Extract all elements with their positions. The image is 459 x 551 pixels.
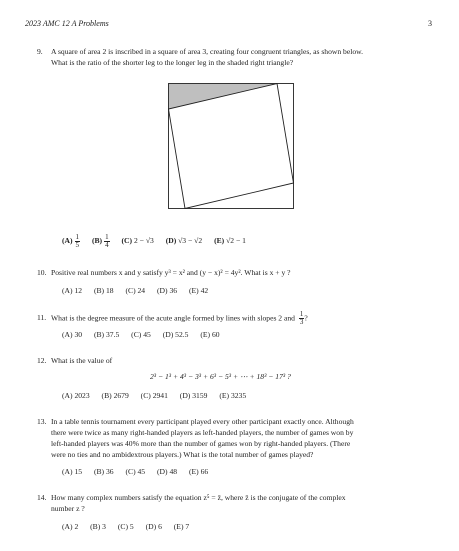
question-12: [37, 355, 112, 366]
option-d[interactable]: (D) 36: [157, 286, 178, 295]
question-text: What is the value of: [51, 356, 113, 365]
option-b[interactable]: (B) 2679: [101, 391, 129, 400]
option-a[interactable]: (A) 15: [62, 467, 83, 476]
question-text: How many complex numbers satisfy the equation z⁵ = z̄, where z̄ is the conjugate of the complex: [51, 493, 346, 502]
option-b[interactable]: (B) 18: [93, 286, 114, 295]
question-14-options: [62, 521, 199, 532]
question-13-options: [62, 466, 218, 477]
question-text: A square of area 2 is inscribed in a square of area 3, creating four congruent triangles, as shown below.: [51, 47, 364, 56]
question-13-line3: left-handed players was 40% more than the number of games won by right-handed players. (There: [51, 439, 351, 448]
option-d[interactable]: (D) √3 − √2: [165, 236, 203, 246]
page-header-title: 2023 AMC 12 A Problems: [25, 19, 109, 28]
option-a[interactable]: (A) $\frac{1}{5}$: [62, 233, 80, 249]
question-9-line2: What is the ratio of the shorter leg to the longer leg in the shaded right triangle?: [51, 58, 294, 67]
question-14-line2: number z ?: [51, 504, 85, 513]
option-e[interactable]: (E) √2 − 1: [214, 236, 246, 246]
question-13-line2: there were twice as many right-handed players as left-handed players, the number of games won by: [51, 428, 354, 437]
option-a[interactable]: (A) 12: [62, 286, 83, 295]
option-c[interactable]: (C) 45: [125, 467, 146, 476]
question-number: 13.: [37, 417, 47, 426]
option-b[interactable]: (B) 36: [93, 467, 114, 476]
question-12-expression: 2³ − 1³ + 4³ − 3³ + 6³ − 5³ + ⋯ + 18³ − 17³ ?: [150, 372, 291, 381]
option-b[interactable]: (B) $\frac{1}{4}$: [91, 233, 109, 249]
question-text: What is the degree measure of the acute angle formed by lines with slopes 2 and: [51, 313, 295, 323]
option-b[interactable]: (B) 3: [90, 522, 106, 531]
question-9: [37, 46, 363, 57]
option-b[interactable]: (B) 37.5: [93, 330, 120, 339]
option-a[interactable]: (A) 2023: [62, 391, 90, 400]
question-14: [37, 492, 346, 503]
question-13: [37, 416, 354, 427]
option-e[interactable]: (E) 42: [188, 286, 209, 295]
question-text-line1: In a table tennis tournament every participant played every other participant exactly once. Although: [51, 417, 354, 426]
question-number: 11.: [37, 313, 47, 323]
option-c[interactable]: (C) 2 − √3: [121, 236, 154, 246]
option-d[interactable]: (D) 3159: [179, 391, 208, 400]
question-number: 14.: [37, 493, 47, 502]
question-11-options: [62, 329, 230, 340]
option-a[interactable]: (A) 30: [62, 330, 83, 339]
question-text: Positive real numbers x and y satisfy y³ = x² and (y − x)² = 4y². What is x + y ?: [51, 268, 291, 277]
fraction-one-third: $\frac{1}{3}$: [299, 310, 304, 326]
squares-figure: [168, 83, 294, 209]
option-e[interactable]: (E) 60: [200, 330, 220, 339]
question-9-options: [62, 234, 256, 249]
question-number: 9.: [37, 47, 43, 56]
option-c[interactable]: (C) 45: [131, 330, 151, 339]
option-c[interactable]: (C) 5: [117, 522, 134, 531]
page-number: 3: [428, 19, 432, 28]
question-12-options: [62, 390, 256, 401]
option-d[interactable]: (D) 52.5: [162, 330, 189, 339]
option-d[interactable]: (D) 48: [157, 467, 178, 476]
question-10: [37, 267, 291, 278]
question-number: 12.: [37, 356, 47, 365]
option-d[interactable]: (D) 6: [145, 522, 162, 531]
option-a[interactable]: (A) 2: [62, 522, 79, 531]
option-e[interactable]: (E) 66: [188, 467, 209, 476]
question-11: 11. What is the degree measure of the acute angle formed by lines with slopes 2 and $\frac{1}{3}$ ?: [37, 310, 308, 326]
option-e[interactable]: (E) 3235: [219, 391, 247, 400]
question-13-line4: were no ties and no ambidextrous players.) What is the total number of games played?: [51, 450, 314, 459]
question-number: 10.: [37, 268, 47, 277]
question-10-options: [62, 285, 218, 296]
option-c[interactable]: (C) 2941: [140, 391, 168, 400]
option-c[interactable]: (C) 24: [125, 286, 146, 295]
option-e[interactable]: (E) 7: [173, 522, 190, 531]
